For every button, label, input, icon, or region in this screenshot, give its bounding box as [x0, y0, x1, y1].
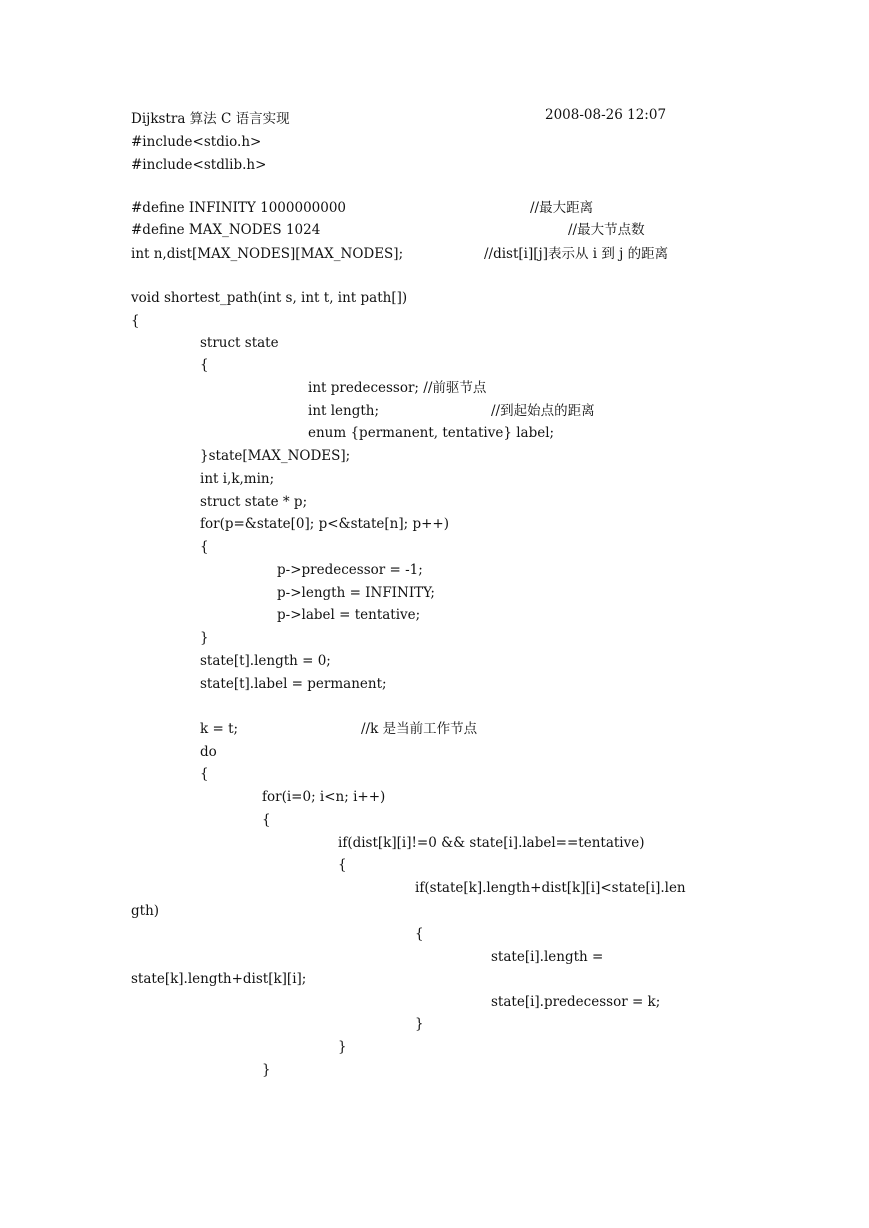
- code-line: int length;: [308, 403, 380, 419]
- document-date: 2008-08-26 12:07: [545, 107, 667, 123]
- code-line: int i,k,min;: [200, 471, 275, 487]
- code-comment: //k 是当前工作节点: [361, 721, 478, 737]
- code-line: struct state: [200, 335, 279, 351]
- code-line: {: [131, 313, 140, 329]
- code-line: {: [415, 926, 424, 942]
- code-comment: //dist[i][j]表示从 i 到 j 的距离: [484, 246, 669, 262]
- code-line: state[t].label = permanent;: [200, 676, 387, 692]
- code-comment: //到起始点的距离: [491, 403, 595, 419]
- code-line: p->label = tentative;: [277, 607, 421, 623]
- code-comment: //最大距离: [530, 200, 594, 216]
- code-line: }state[MAX_NODES];: [200, 448, 351, 464]
- code-line: #define INFINITY 1000000000: [131, 200, 347, 216]
- code-line: enum {permanent, tentative} label;: [308, 425, 555, 441]
- code-line: #include<stdlib.h>: [131, 157, 267, 173]
- code-line: state[i].length =: [491, 949, 604, 965]
- code-line: gth): [131, 903, 160, 919]
- code-line: if(state[k].length+dist[k][i]<state[i].len: [415, 880, 686, 896]
- document-title: Dijkstra 算法 C 语言实现: [131, 111, 290, 127]
- code-line: k = t;: [200, 721, 239, 737]
- code-line: {: [200, 766, 209, 782]
- code-line: void shortest_path(int s, int t, int path[]): [131, 290, 408, 306]
- code-line: {: [262, 812, 271, 828]
- code-line: {: [200, 357, 209, 373]
- code-line: p->predecessor = -1;: [277, 562, 423, 578]
- code-line: p->length = INFINITY;: [277, 585, 435, 601]
- code-line: }: [338, 1039, 347, 1055]
- code-line: int n,dist[MAX_NODES][MAX_NODES];: [131, 246, 404, 262]
- code-line: #define MAX_NODES 1024: [131, 222, 321, 238]
- code-line: }: [200, 630, 209, 646]
- code-line: {: [200, 539, 209, 555]
- code-comment: //最大节点数: [568, 222, 645, 238]
- code-line: struct state * p;: [200, 494, 308, 510]
- code-line: for(p=&state[0]; p<&state[n]; p++): [200, 516, 449, 532]
- code-line: {: [338, 857, 347, 873]
- code-line: state[t].length = 0;: [200, 653, 331, 669]
- code-line: }: [262, 1062, 271, 1078]
- code-line: for(i=0; i<n; i++): [262, 789, 386, 805]
- code-line: state[k].length+dist[k][i];: [131, 971, 307, 987]
- code-line: #include<stdio.h>: [131, 134, 262, 150]
- code-line: }: [415, 1016, 424, 1032]
- code-line: do: [200, 744, 217, 760]
- code-line: state[i].predecessor = k;: [491, 994, 661, 1010]
- code-line: int predecessor; //前驱节点: [308, 380, 487, 396]
- code-line: if(dist[k][i]!=0 && state[i].label==tentative): [338, 835, 645, 851]
